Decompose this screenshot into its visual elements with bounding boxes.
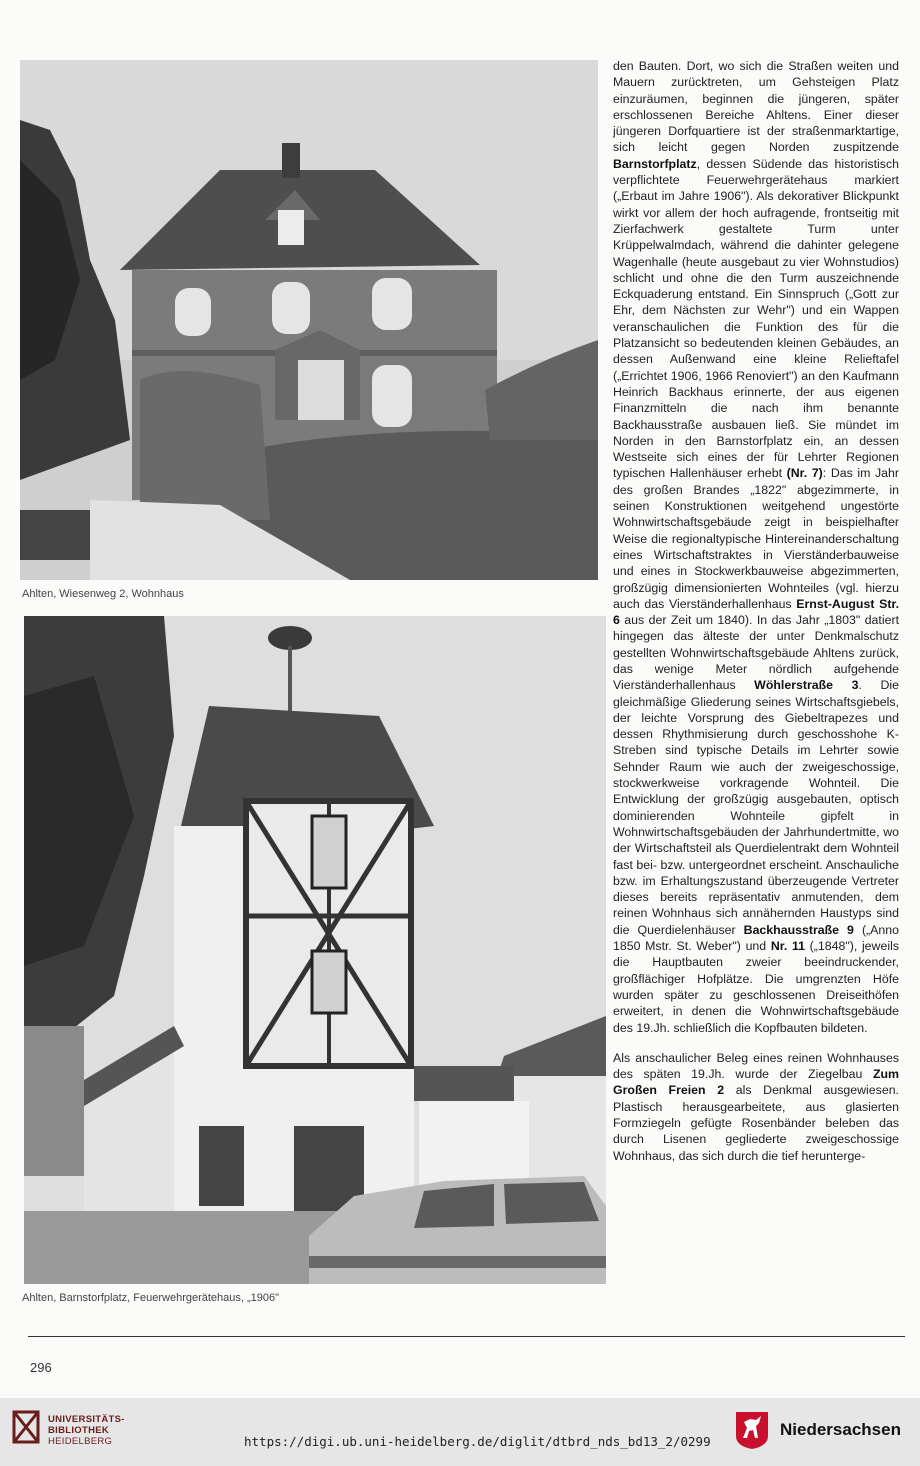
caption-bottom-photo: Ahlten, Barnstorfplatz, Feuerwehrgerätehaus, „1906" — [22, 1292, 280, 1304]
photo-wiesenweg-house — [20, 60, 598, 580]
viewer-footer — [0, 1398, 920, 1466]
text-column — [613, 58, 899, 1164]
library-line: UNIVERSITÄTS- — [48, 1414, 125, 1425]
text-run: („1848"), jeweils die Hauptbauten zweier beeindruckender, großflächiger Hofplätze. Die umgrenzten Höfe wurden später zu geschlossenen Dreiseithöfen erweitert, in denen die Wohnwirtschaftsgebäude des 19.Jh. schließlich die Kopfbauten bildeten. — [613, 939, 899, 1035]
text-run: Als anschaulicher Beleg eines reinen Wohnhauses des späten 19.Jh. wurde der Ziegelbau — [613, 1050, 899, 1082]
library-name[interactable] — [48, 1414, 125, 1447]
bold-reference: Backhausstraße 9 — [743, 922, 854, 937]
paragraph-1 — [613, 58, 899, 1036]
bold-reference: Ernst-August Str. 6 — [613, 596, 899, 628]
footer-rule — [28, 1336, 905, 1337]
bold-reference: Barnstorfplatz — [613, 156, 697, 171]
library-line: BIBLIOTHEK — [48, 1425, 110, 1436]
text-run: , dessen Südende das historistisch verpflichtete Feuerwehrgerätehaus markiert („Erbaut im Jahre 1906"). Als dekorativer Blickpunkt wirkt vor allem der hoch aufragende, frontseitig mit Zierfachwerk gestaltete Turm unter Krüppelwalmdach, während die dahinter gelegene Wagenhalle (heute ausgebaut zu vier Wohnstudios) schlicht und ohne die den Turm auszeichnende Eckquaderung entstand. Ein Sinnspruch („Gott zur Ehr, dem Nächsten zur Wehr") und ein Wappen veranschaulichen die Funktion des für die Platzansicht so bedeutenden kleinen Gebäudes, an dessen Außenwand eine kleine Relieftafel („Errichtet 1906, 1966 Renoviert") an den Kaufmann Heinrich Backhaus erinnerte, der aus eigenen Finanzmitteln die nach ihm benannte Backhausstraße ausbauen ließ. Sie mündet im Norden in den Barnstorfplatz ein, an dessen Westseite sich eines der für Lehrter Regionen typischen Hallenhäuser erhebt — [613, 156, 899, 481]
text-run: („Anno 1850 Mstr. St. Weber") und — [613, 922, 899, 954]
caption-top-photo: Ahlten, Wiesenweg 2, Wohnhaus — [22, 588, 184, 600]
text-run: aus der Zeit um 1840). In das Jahr „1803" datiert hingegen das älteste der unter Denkmalschutz gestellten Wohnwirtschaftsgebäude Ahltens zurück, das wenige Meter nördlich aufgehende Vierständerhallenhaus — [613, 613, 899, 693]
text-run: . Die gleichmäßige Gliederung seines Wirtschaftsgiebels, der leichte Vorsprung des Giebeltrapezes und dessen Rhythmisierung durch geschosshohe K-Streben sind typische Details im Lehrter sowie Sehnder Raum wie auch der zweigeschossige, stockwerkweise vorkragende Wohnteil. Die Entwicklung der großzügig ausgebauten, optisch dominierenden Wohnteile gipfelt in Wohnwirtschaftsgebäuden der Jahrhundertmitte, wo der Wirtschaftsteil als Querdielentrakt dem Wohnteil fast bei- bzw. untergeordnet erscheint. Anschauliche bzw. im Erhaltungszustand überzeugende Vertreter dieses bereits repräsentativ anmutenden, dem reinen Wohnhaus sich annähernden Haustyps sind die Querdielenhäuser — [613, 678, 899, 937]
partner-name: Niedersachsen — [780, 1420, 901, 1439]
photo-fire-station — [24, 616, 606, 1284]
bold-reference: Nr. 11 — [770, 939, 806, 954]
text-run: : Das im Jahr des großen Brandes „1822" abgezimmerte, in seinen Konstruktionen weitgehend ungestörte Wohnwirtschaftsgebäude zeigt in beispielhafter Weise die regionaltypische Hintereinanderschaltung eines Wirtschaftstraktes in Vierständerbauweise und eines in Stockwerkbauweise abgezimmerten, großzügig dimensionierten Wohnteiles (vgl. hierzu auch das Vierständerhallenhaus — [613, 466, 899, 611]
paragraph-2 — [613, 1050, 899, 1164]
page-number: 296 — [30, 1360, 52, 1375]
text-run: den Bauten. Dort, wo sich die Straßen weiten und Mauern zurücktreten, um Gehsteigen Platz einzuräumen, beginnen die jüngeren, später erschlossenen Bereiche Ahltens. Einer dieser jüngeren Dorfquartiere ist der straßenmarktartige, sich leicht gegen Norden zuspitzende — [613, 59, 899, 155]
bold-reference: Wöhlerstraße 3 — [754, 678, 859, 693]
ub-heidelberg-logo-icon[interactable] — [12, 1406, 40, 1446]
document-url[interactable]: https://digi.ub.uni-heidelberg.de/diglit/dtbrd_nds_bd13_2/0299 — [244, 1434, 711, 1449]
bold-reference: Zum Großen Freien 2 — [613, 1067, 899, 1098]
library-line: HEIDELBERG — [48, 1436, 113, 1447]
text-run: als Denkmal ausgewiesen. Plastisch herausgearbeitete, aus glasierten Formziegeln gefügte Rosenbänder beleben das durch Lisenen gegliederte zweigeschossige Wohnhaus, das sich durch die tief herunterge- — [613, 1083, 899, 1163]
lower-saxony-horse-icon — [734, 1410, 770, 1450]
bold-reference: (Nr. 7) — [786, 466, 823, 481]
